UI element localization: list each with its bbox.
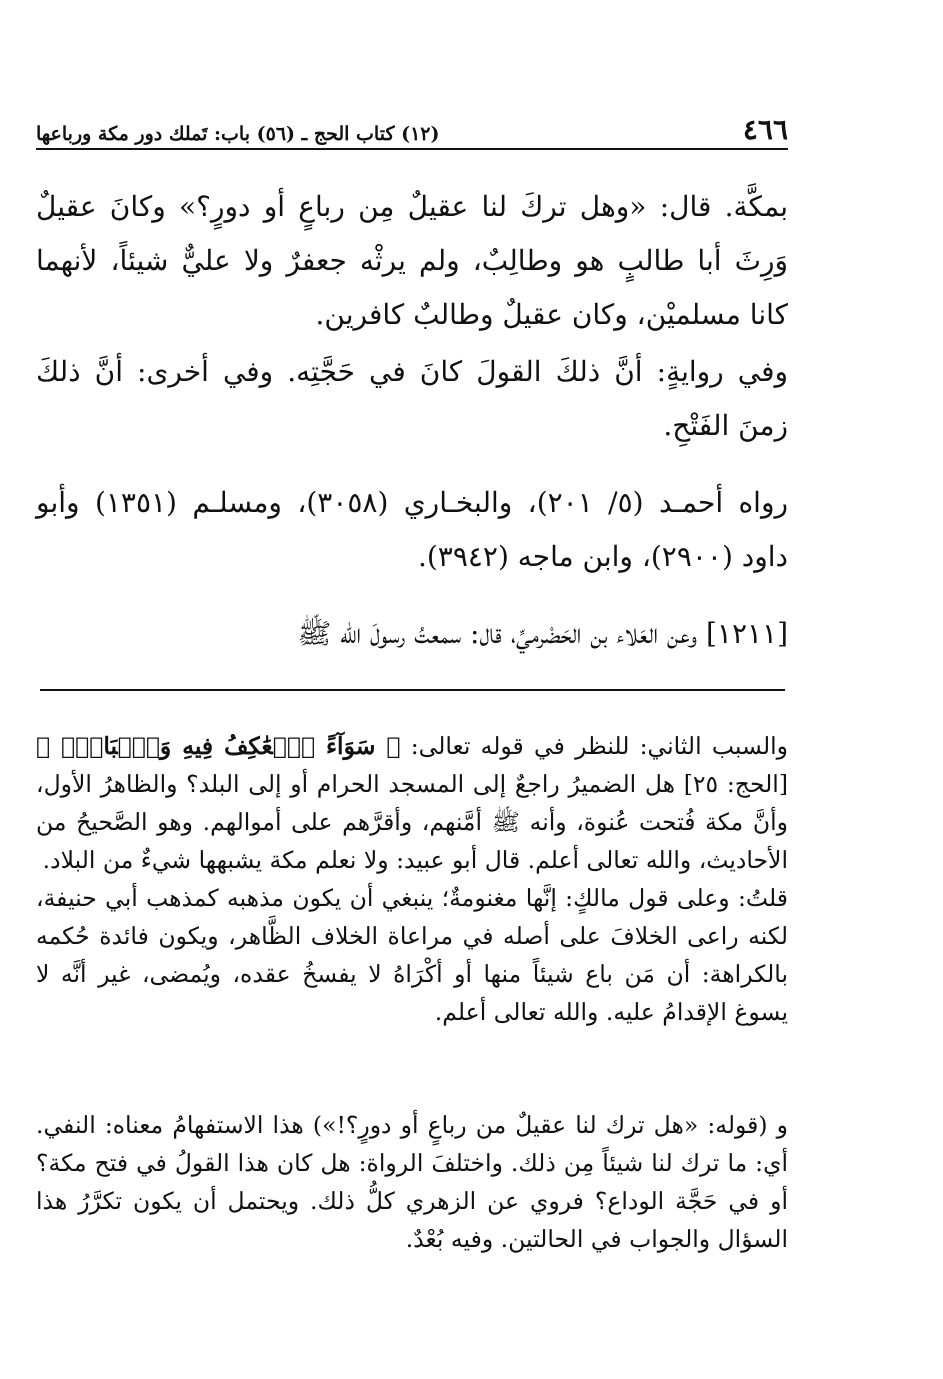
paragraph: وفي روايةٍ: أنَّ ذلكَ القولَ كانَ في حَجَّتِه. وفي أخرى: أنَّ ذلكَ زمنَ الفَتْحِ. [36, 355, 788, 442]
main-text-para-2 [36, 345, 788, 453]
paragraph: و (قوله: «هل ترك لنا عقيلٌ من رباعٍ أو دورٍ؟!») هذا الاستفهامُ معناه: النفي. أي: ما ترك لنا شيئاً مِن ذلك. واختلفَ الرواة: هل كان هذا القولُ في فتح مكة؟ أو في حَجَّة الوداع؟ فروي عن الزهري كلُّ ذلك. ويحتمل أن يكون تكرَّرُ هذا السؤال والجواب في الحالتين. وفيه بُعْدٌ. [36, 1111, 788, 1253]
commentary-text: [الحج: ٢٥] هل الضميرُ راجعٌ إلى المسجد الحرام أو إلى البلد؟ والظاهرُ الأول، وأنَّ مكة فُتحت عُنوة، وأنه ﷺ أمَّنهم، وأقرَّهم على أموالهم. وهو الصَّحيحُ من الأحاديث، والله تعالى أعلم. قال أبو عبيد: ولا نعلم مكة يشبهها شيءٌ من البلاد. [36, 770, 788, 874]
hadith-references [36, 476, 788, 584]
hadith-1211-opening [36, 607, 788, 661]
commentary-lead: والسبب الثاني: للنظر في قوله تعالى: [400, 732, 789, 760]
chapter-title: (١٢) كتاب الحج ـ (٥٦) باب: تَملك دور مكة ورباعها [36, 123, 440, 145]
footnote-divider [40, 689, 785, 691]
paragraph: بمكَّة. قال: «وهل تركَ لنا عقيلٌ مِن رباعٍ أو دورٍ؟» وكانَ عقيلٌ وَرِثَ أبا طالبٍ هو وطالِبٌ، ولم يرثْه جعفرٌ ولا عليٌّ شيئاً، لأنهما كانا مسلميْن، وكان عقيلٌ وطالبٌ كافرين. [36, 190, 788, 331]
paragraph: رواه أحمـد (٥/ ٢٠١)، والبخـاري (٣٠٥٨)، ومسلـم (١٣٥١) وأبو داود (٢٩٠٠)، وابن ماجه (٣٩٤٢). [36, 486, 788, 573]
running-header [36, 110, 788, 150]
commentary-block-2 [36, 1106, 788, 1258]
page-number: ٤٦٦ [742, 113, 788, 146]
paragraph [36, 727, 788, 879]
commentary-block-1 [36, 727, 788, 1031]
quran-verse: ﴿ سَوَآءً ٱلۡعَٰكِفُ فِيهِ وَٱلۡبَادِۚ ﴾ [36, 732, 401, 760]
main-text-para-1 [36, 180, 788, 342]
paragraph: [١٢١١] وعن العَلاء بن الحَضْرميِّ، قال: سمعتُ رسولَ الله ﷺ [297, 617, 788, 650]
paragraph: قلتُ: وعلى قول مالكٍ: إنَّها مغنومةٌ؛ ينبغي أن يكون مذهبه كمذهب أبي حنيفة، لكنه راعى الخلافَ على أصله في مراعاة الخلاف الظَّاهر، ويكون فائدة حُكمه بالكراهة: أن مَن باع شيئاً منها أو أكْرَاهُ لا يفسخُ عقده، ويُمضى، غير أنَّه لا يسوغ الإقدامُ عليه. والله تعالى أعلم. [36, 884, 788, 1026]
